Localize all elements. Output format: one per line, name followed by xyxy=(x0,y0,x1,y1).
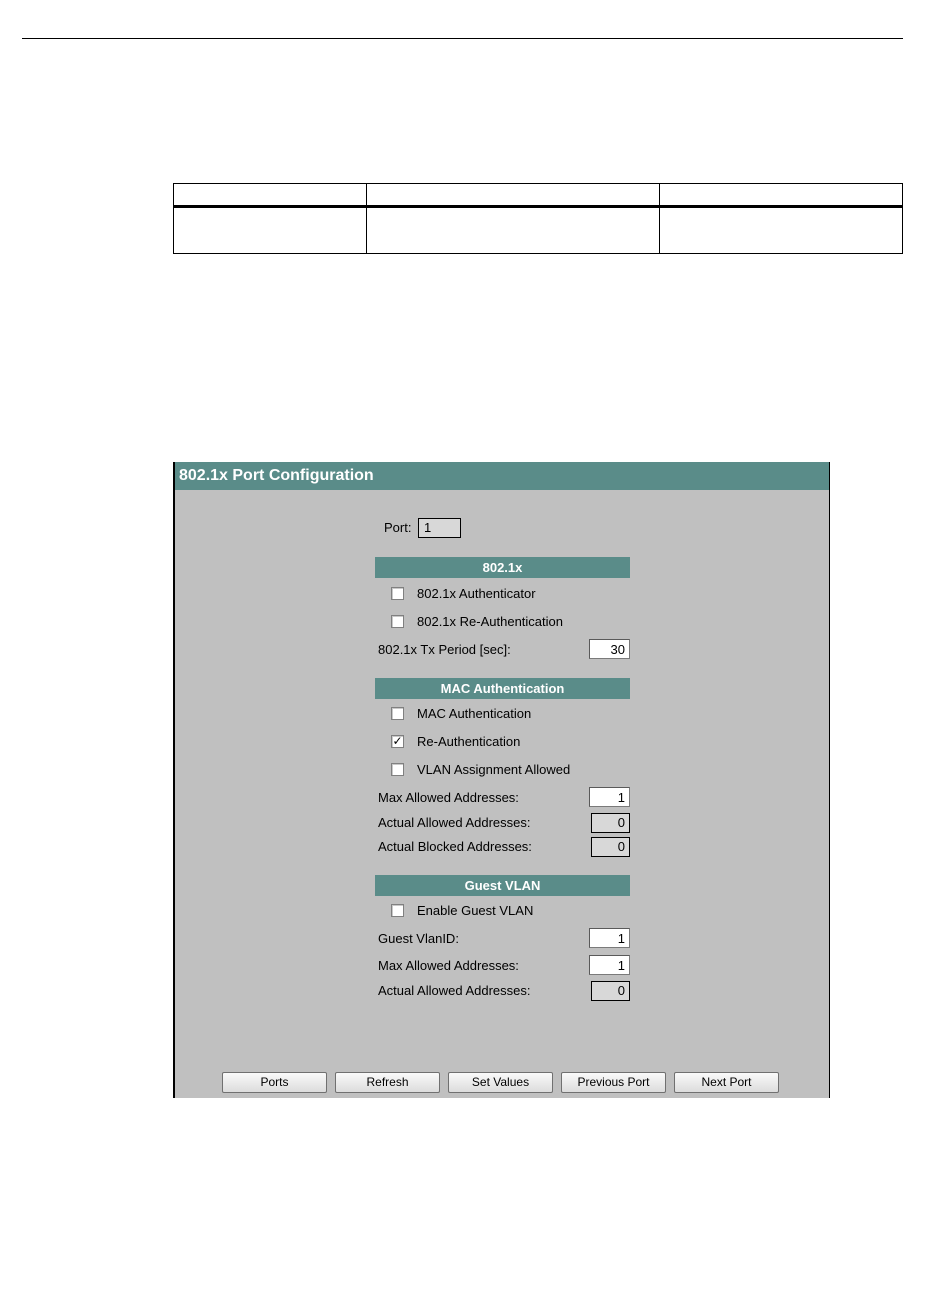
table-header-row xyxy=(174,184,902,208)
port-field: 1 xyxy=(418,518,461,538)
mac-max-allowed-input[interactable] xyxy=(589,787,630,807)
section-mac-header: MAC Authentication xyxy=(375,678,630,699)
tx-period-label: 802.1x Tx Period [sec]: xyxy=(378,642,511,657)
reauth-8021x-label: 802.1x Re-Authentication xyxy=(417,614,563,629)
enable-guest-vlan-checkbox[interactable] xyxy=(391,904,404,917)
guest-vlan-id-label: Guest VlanID: xyxy=(378,931,459,946)
vlan-assign-label: VLAN Assignment Allowed xyxy=(417,762,571,777)
guest-vlan-id-input[interactable] xyxy=(589,928,630,948)
guest-actual-allowed-label: Actual Allowed Addresses: xyxy=(378,983,531,998)
port-configuration-panel xyxy=(173,462,830,1098)
mac-auth-label: MAC Authentication xyxy=(417,706,532,721)
mac-max-allowed-label: Max Allowed Addresses: xyxy=(378,790,519,805)
set-values-button[interactable]: Set Values xyxy=(448,1072,553,1093)
table-column-divider xyxy=(659,184,660,253)
ports-button[interactable]: Ports xyxy=(222,1072,327,1093)
mac-actual-blocked-value: 0 xyxy=(591,837,630,857)
authenticator-label: 802.1x Authenticator xyxy=(417,586,536,601)
tx-period-input[interactable] xyxy=(589,639,630,659)
section-8021x-header: 802.1x xyxy=(375,557,630,578)
document-table xyxy=(173,183,903,254)
port-label: Port: xyxy=(384,520,412,535)
table-column-divider xyxy=(366,184,367,253)
guest-actual-allowed-value: 0 xyxy=(591,981,630,1001)
previous-port-button[interactable]: Previous Port xyxy=(561,1072,666,1093)
vlan-assign-checkbox[interactable] xyxy=(391,763,404,776)
guest-max-allowed-label: Max Allowed Addresses: xyxy=(378,958,519,973)
section-guest-vlan-header: Guest VLAN xyxy=(375,875,630,896)
mac-actual-blocked-label: Actual Blocked Addresses: xyxy=(378,839,532,854)
page-top-rule xyxy=(22,38,903,39)
authenticator-checkbox[interactable] xyxy=(391,587,404,600)
mac-actual-allowed-value: 0 xyxy=(591,813,630,833)
mac-reauth-checkbox[interactable]: ✓ xyxy=(392,734,403,748)
refresh-button[interactable]: Refresh xyxy=(335,1072,440,1093)
mac-reauth-label: Re-Authentication xyxy=(417,734,521,749)
reauth-8021x-checkbox[interactable] xyxy=(391,615,404,628)
mac-actual-allowed-label: Actual Allowed Addresses: xyxy=(378,815,531,830)
next-port-button[interactable]: Next Port xyxy=(674,1072,779,1093)
panel-title: 802.1x Port Configuration xyxy=(175,462,829,490)
enable-guest-vlan-label: Enable Guest VLAN xyxy=(417,903,534,918)
mac-auth-checkbox[interactable] xyxy=(391,707,404,720)
guest-max-allowed-input[interactable] xyxy=(589,955,630,975)
